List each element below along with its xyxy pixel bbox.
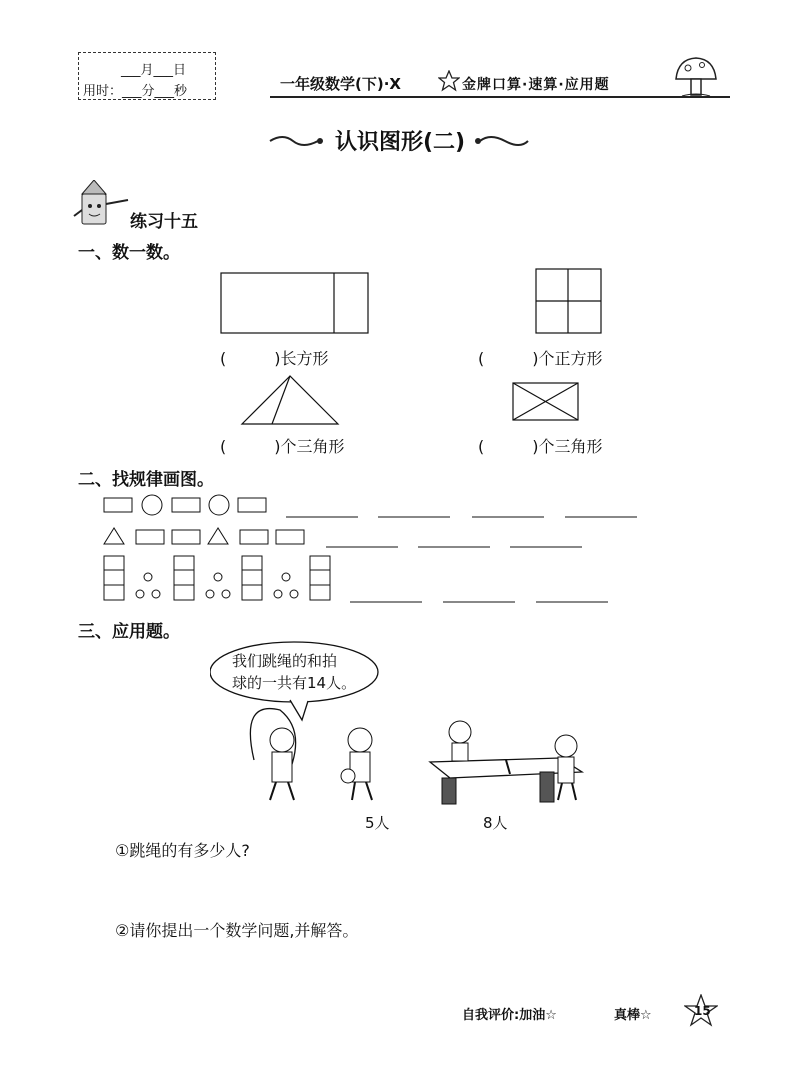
section-3-heading: 三、应用题。: [78, 622, 180, 642]
count-label-rectangles: ( )长方形: [220, 349, 329, 368]
section-2-heading: 二、找规律画图。: [78, 470, 214, 490]
count-label-triangles-1: ( )个三角形: [220, 437, 345, 456]
date-line: ___月___日: [121, 63, 187, 78]
right-flourish-icon: [470, 133, 530, 153]
pattern-figures: [100, 490, 660, 610]
triangle-figure: [240, 374, 340, 426]
exercise-title: 练习十五: [130, 212, 198, 232]
page-number: 15: [694, 1004, 711, 1018]
star-icon: [438, 70, 460, 92]
header-rule: [270, 96, 730, 98]
book-title: 一年级数学(下)·X: [280, 75, 401, 93]
pencil-mascot-icon: [72, 180, 132, 228]
time-line: 用时：___分___秒: [83, 84, 188, 99]
word-problem-illustration: [210, 640, 590, 822]
count-label-squares: ( )个正方形: [478, 349, 603, 368]
pingpong-count-label: 8人: [483, 814, 508, 832]
section-1-heading: 一、数一数。: [78, 243, 180, 263]
speech-line-1: 我们跳绳的和拍: [232, 652, 338, 670]
ball-count-label: 5人: [365, 814, 390, 832]
page-title: 认识图形(二): [334, 130, 466, 155]
self-evaluation-label: 自我评价:加油☆: [462, 1008, 557, 1023]
count-label-triangles-2: ( )个三角形: [478, 437, 603, 456]
square-grid-figure: [535, 268, 603, 336]
great-label: 真棒☆: [614, 1008, 652, 1023]
mushroom-icon: [672, 55, 720, 99]
rectangle-figure: [220, 272, 370, 336]
date-time-box: [78, 52, 216, 100]
question-1: ①跳绳的有多少人?: [115, 841, 250, 860]
speech-line-2: 球的一共有14人。: [232, 674, 357, 692]
series-title: 金牌口算·速算·应用题: [462, 77, 610, 93]
crossed-rectangle-figure: [512, 382, 580, 422]
question-2: ②请你提出一个数学问题,并解答。: [115, 921, 359, 940]
